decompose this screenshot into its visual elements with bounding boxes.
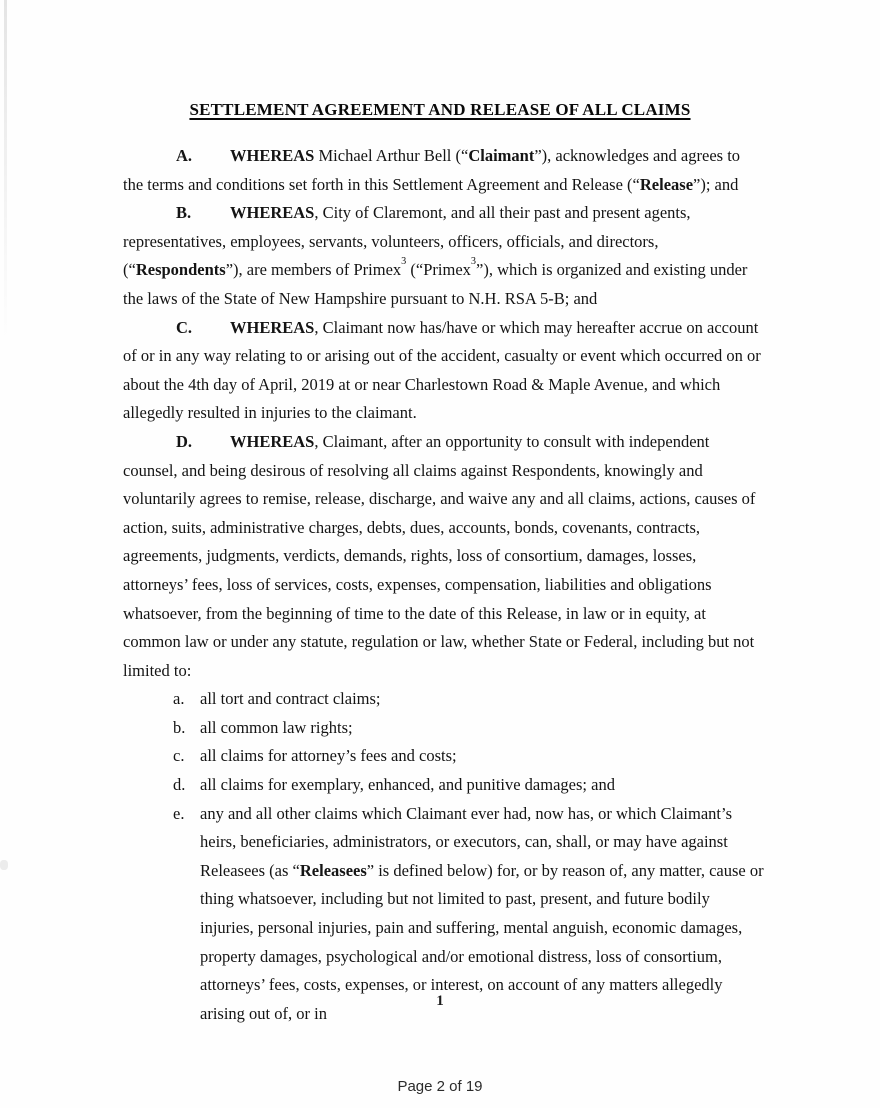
bold-text: Releasees xyxy=(299,860,367,880)
text-run: , Claimant, after an opportunity to consult with independent counsel, and being desirous of resolving all claims against Respondents, knowingly and voluntarily agrees to remise, release, discharge, and waive any and all claims, actions, causes of action, suits, administrative charges, debts, dues, accounts, bonds, covenants, contracts, agreements, judgments, verdicts, demands, rights, loss of consortium, damages, losses, attorneys’ fees, loss of services, costs, expenses, compensation, liabilities and obligations whatsoever, from the beginning of time to the date of this Release, in law or in equity, at common law or under any statute, regulation or law, whether State or Federal, including but not limited to: xyxy=(123,431,756,680)
scan-edge-artifact xyxy=(4,0,7,380)
text-run: ”), acknowledges and agrees to the terms and conditions set forth in this Settlement Agreement and Release (“ xyxy=(123,146,741,194)
document-title: SETTLEMENT AGREEMENT AND RELEASE OF ALL CLAIMS xyxy=(189,100,691,119)
claims-list-item-b xyxy=(123,714,764,743)
list-item-marker: e. xyxy=(173,803,185,823)
list-item-marker: b. xyxy=(173,717,186,737)
scan-smudge-artifact xyxy=(0,860,8,870)
whereas-paragraphs xyxy=(123,142,764,685)
pdf-page-indicator: Page 2 of 19 xyxy=(397,1078,483,1095)
whereas-paragraph-b xyxy=(123,199,764,313)
bold-text: WHEREAS xyxy=(230,317,315,337)
paragraph-label: B. xyxy=(176,203,192,223)
claims-list-item-c xyxy=(123,742,764,771)
list-item-marker: c. xyxy=(173,746,185,766)
superscript-3: 3 xyxy=(470,256,476,268)
paragraph-label: A. xyxy=(176,146,193,165)
bold-text: Claimant xyxy=(468,146,535,165)
text-run: , Claimant now has/have or which may hereafter accrue on account of or in any way relating to or arising out of the accident, casualty or event which occurred on or about the 4th day of April, 2019 at or near Charlestown Road & Maple Avenue, and which allegedly resulted in injuries to the claimant. xyxy=(123,317,761,423)
text-run: ”); and xyxy=(693,174,739,194)
whereas-paragraph-a xyxy=(123,142,764,199)
text-run: all claims for exemplary, enhanced, and punitive damages; and xyxy=(200,775,615,795)
claims-list xyxy=(123,685,764,1028)
claims-list-item-d xyxy=(123,771,764,800)
text-run: all common law rights; xyxy=(200,717,353,737)
text-run: ” is defined below) for, or by reason of, any matter, cause or thing whatsoever, including but not limited to past, present, and future bodily injuries, personal injuries, pain and suffering, mental anguish, economic damages, property damages, psychological and/or emotional distress, loss of consortium, attorneys’ fees, costs, expenses, or interest, on account of any matters allegedly arising out of, or in xyxy=(200,860,764,1023)
text-run: , City of Claremont, and all their past and present agents, representatives, employees, servants, volunteers, officers, officials, and directors, (“ xyxy=(123,203,691,280)
bold-text: Respondents xyxy=(135,260,226,280)
whereas-paragraph-c xyxy=(123,314,764,428)
text-run: (“Primex xyxy=(406,260,471,280)
superscript-3: 3 xyxy=(401,256,407,268)
list-item-marker: d. xyxy=(173,775,186,795)
bold-text: WHEREAS xyxy=(230,431,315,451)
list-item-marker: a. xyxy=(173,689,185,709)
document-body xyxy=(123,142,764,1028)
paragraph-label: D. xyxy=(176,431,193,451)
paragraph-label: C. xyxy=(176,317,193,337)
text-run: ”), are members of Primex xyxy=(225,260,402,280)
bold-text: Release xyxy=(639,174,694,194)
whereas-paragraph-d xyxy=(123,428,764,685)
bold-text: WHEREAS xyxy=(230,203,315,223)
bold-text: WHEREAS xyxy=(230,146,315,165)
text-run: any and all other claims which Claimant ever had, now has, or which Claimant’s heirs, beneficiaries, administrators, or executors, can, shall, or may have against Releasees (as “ xyxy=(200,803,732,880)
claims-list-item-a xyxy=(123,685,764,714)
text-run: all claims for attorney’s fees and costs; xyxy=(200,746,457,766)
text-run: all tort and contract claims; xyxy=(200,689,381,709)
text-run: Michael Arthur Bell (“ xyxy=(314,146,469,165)
text-run: ”), which is organized and existing under the laws of the State of New Hampshire pursuant to N.H. RSA 5-B; and xyxy=(123,260,748,308)
document-page-number: 1 xyxy=(436,993,444,1009)
